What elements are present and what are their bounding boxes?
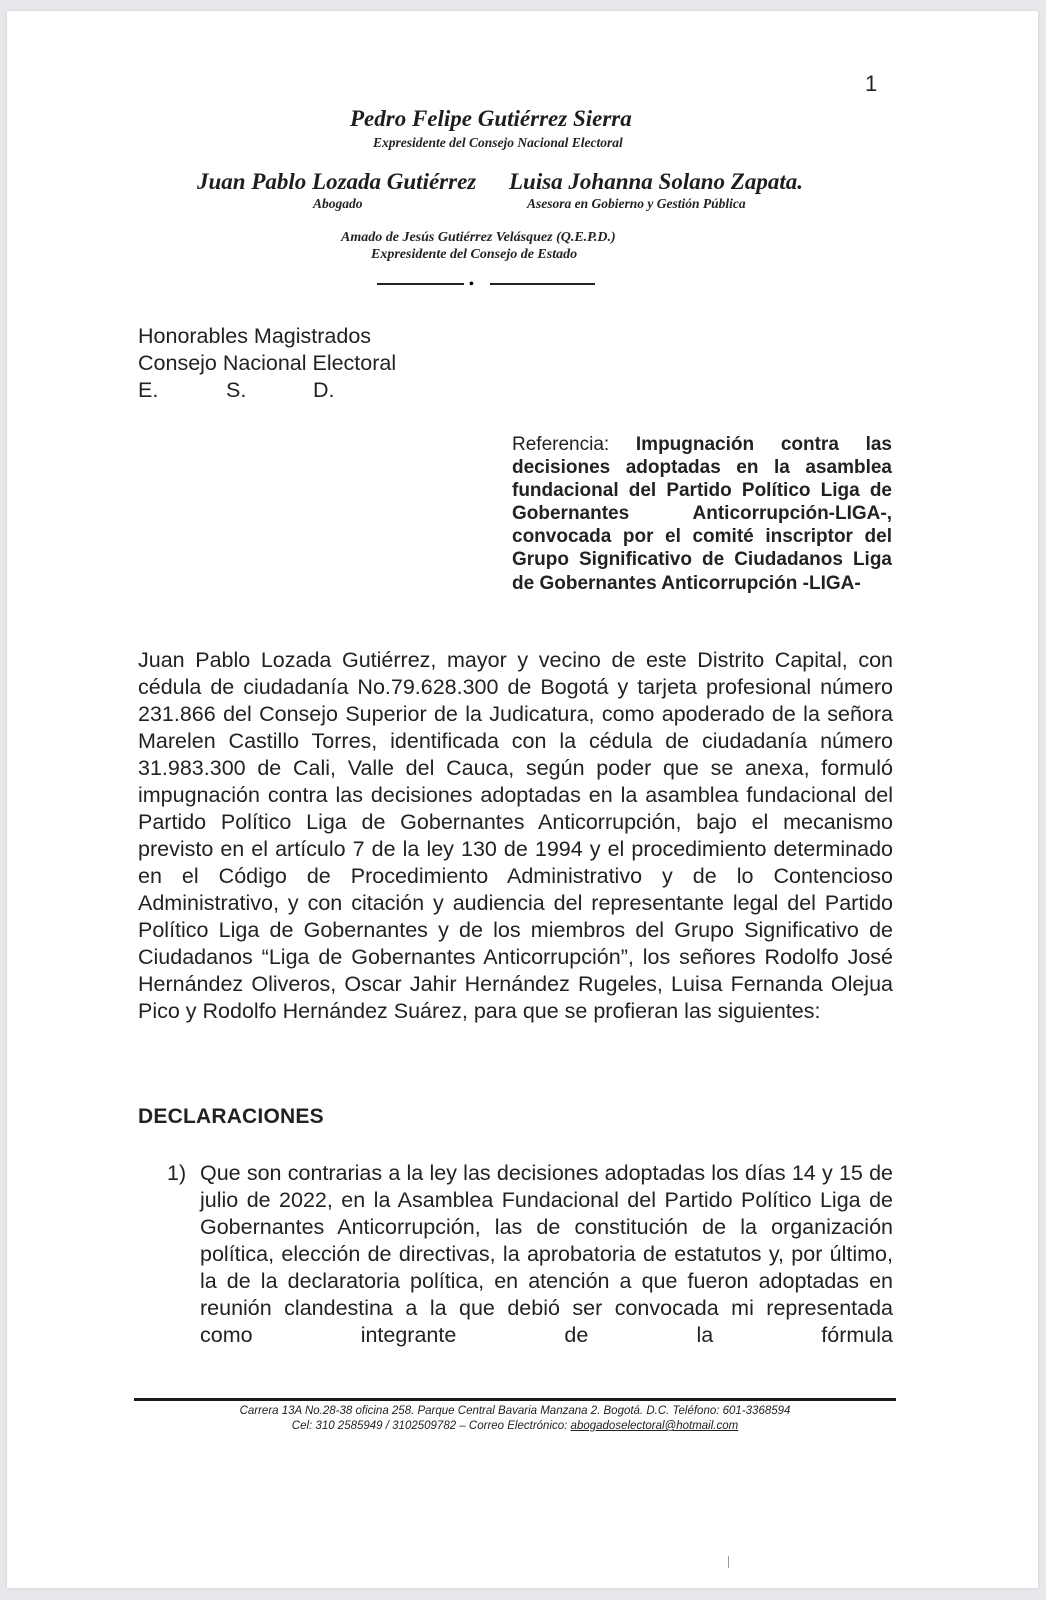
footer-address: Carrera 13A No.28-38 oficina 258. Parque Central Bavaria Manzana 2. Bogotá. D.C. Teléfono: 601-3368594 — [239, 1405, 791, 1417]
declaration-number: 1) — [167, 1161, 187, 1185]
esd-e: E. — [138, 378, 159, 402]
addressee-line-2: Consejo Nacional Electoral — [138, 351, 397, 375]
letterhead-separator-left — [377, 283, 464, 285]
footer — [134, 1404, 896, 1434]
letterhead-principal-name: Pedro Felipe Gutiérrez Sierra — [350, 106, 632, 131]
section-heading: DECLARACIONES — [138, 1105, 324, 1128]
reference-block — [512, 433, 892, 595]
document-page — [7, 11, 1038, 1588]
letterhead-principal-role: Expresidente del Consejo Nacional Electoral — [373, 135, 623, 150]
letterhead-separator-right — [490, 283, 595, 285]
footer-phones: Cel: 310 2585949 / 3102509782 – Correo Electrónico: — [291, 1420, 571, 1432]
addressee-block — [138, 323, 396, 404]
addressee-esd — [138, 377, 396, 404]
addressee-line-1: Honorables Magistrados — [138, 324, 372, 348]
page-number: 1 — [865, 71, 878, 96]
letterhead-memorial-name: Amado de Jesús Gutiérrez Velásquez (Q.E.P.D.) — [341, 230, 616, 245]
letterhead-partner-2-name: Luisa Johanna Solano Zapata. — [509, 169, 803, 194]
footer-contact — [134, 1419, 896, 1434]
letterhead-partner-1-role: Abogado — [313, 196, 363, 211]
letterhead-memorial-role: Expresidente del Consejo de Estado — [371, 247, 578, 262]
letterhead-partner-1-name: Juan Pablo Lozada Gutiérrez — [197, 169, 477, 194]
letterhead-separator-dot: • — [469, 277, 474, 292]
footer-rule — [134, 1398, 896, 1401]
letterhead-partner-2-role: Asesora en Gobierno y Gestión Pública — [527, 196, 746, 211]
body-paragraph: Juan Pablo Lozada Gutiérrez, mayor y vecino de este Distrito Capital, con cédula de ciudadanía No.79.628.300 de Bogotá y tarjeta profesional número 231.866 del Consejo Superior de la Judicatura, como apoderado de la señora Marelen Castillo Torres, identificada con la cédula de ciudadanía número 31.983.300 de Cali, Valle del Cauca, según poder que se anexa, formuló impugnación contra las decisiones adoptadas en la asamblea fundacional del Partido Político Liga de Gobernantes Anticorrupción, bajo el mecanismo previsto en el artículo 7 de la ley 130 de 1994 y el procedimiento determinado en el Código de Procedimiento Administrativo y de lo Contencioso Administrativo, y con citación y audiencia del representante legal del Partido Político Liga de Gobernantes y de los miembros del Grupo Significativo de Ciudadanos “Liga de Gobernantes Anticorrupción”, los señores Rodolfo José Hernández Oliveros, Oscar Jahir Hernández Rugeles, Luisa Fernanda Olejua Pico y Rodolfo Hernández Suárez, para que se profieran las siguientes: — [138, 648, 893, 1023]
reference-text: Impugnación contra las decisiones adoptadas en la asamblea fundacional del Partido Político Liga de Gobernantes Anticorrupción-LIGA-, convocada por el comité inscriptor del Grupo Significativo de Ciudadanos Liga de Gobernantes Anticorrupción -LIGA- — [512, 434, 893, 594]
scan-mark — [728, 1556, 729, 1568]
esd-s: S. — [226, 378, 247, 402]
reference-label: Referencia: — [512, 434, 610, 455]
footer-email-link[interactable]: abogadoselectoral@hotmail.com — [570, 1420, 739, 1432]
esd-d: D. — [313, 378, 335, 402]
declaration-text: Que son contrarias a la ley las decisiones adoptadas los días 14 y 15 de julio de 2022, en la Asamblea Fundacional del Partido Político Liga de Gobernantes Anticorrupción, las de constitución de la organización política, elección de directivas, la aprobatoria de estatutos y, por último, la de la declaratoria política, en atención a que fueron adoptadas en reunión clandestina a la que debió ser convocada mi representada como integrante de la fórmula — [200, 1161, 893, 1347]
